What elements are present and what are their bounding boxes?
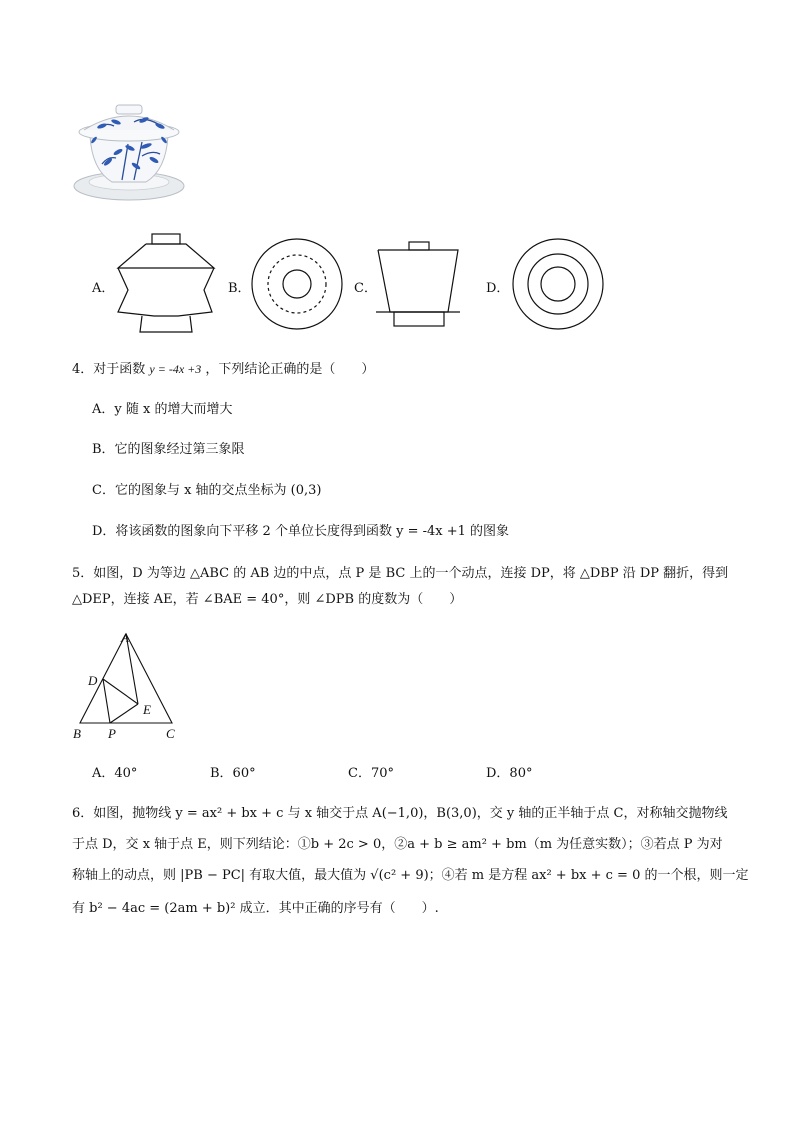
q5-stem-line1: 5．如图，D 为等边 △ABC 的 AB 边的中点，点 P 是 BC 上的一个动点，连接 DP，将 △DBP 沿 DP 翻折，得到	[72, 566, 729, 581]
q6-stem-line3: 称轴上的动点，则 |PB − PC| 有取大值，最大值为 √(c² + 9)；④若 m 是方程 ax² + bx + c = 0 的一个根，则一定	[72, 868, 749, 883]
q4-stem-suffix: ，下列结论正确的是（ ）	[205, 362, 375, 377]
q5-option-a: A．40°	[92, 766, 138, 781]
q3-option-a-figure	[112, 232, 222, 337]
q3-option-c-label: C．	[354, 281, 377, 296]
q3-option-a-label: A．	[92, 281, 115, 296]
q4-option-c: C．它的图象与 x 轴的交点坐标为 (0,3)	[92, 483, 322, 498]
q5-stem-line2: △DEP，连接 AE，若 ∠BAE = 40°，则 ∠DPB 的度数为（ ）	[72, 592, 463, 607]
q4-option-b: B．它的图象经过第三象限	[92, 442, 245, 457]
q3-option-b-label: B．	[228, 281, 251, 296]
q4-stem-prefix: 4．对于函数	[72, 362, 146, 377]
q6-stem-line2: 于点 D，交 x 轴于点 E，则下列结论：①b + 2c > 0，②a + b ≥ am² + bm（m 为任意实数）；③若点 P 为对	[72, 837, 723, 852]
q5-label-c: C	[166, 726, 175, 741]
q5-option-d: D．80°	[486, 766, 533, 781]
q5-label-p: P	[108, 726, 116, 741]
q5-option-c: C．70°	[348, 766, 394, 781]
q5-label-a: A	[121, 630, 129, 645]
q4-stem	[72, 360, 374, 379]
q3-option-b-figure	[247, 234, 347, 334]
q4-function: y = -4x +3	[149, 362, 202, 376]
q5-label-e: E	[143, 702, 151, 717]
q5-label-d: D	[88, 673, 98, 688]
teacup-image	[72, 100, 192, 210]
q3-option-d-label: D．	[486, 281, 510, 296]
q5-option-b: B．60°	[210, 766, 256, 781]
q6-stem-line1: 6．如图，抛物线 y = ax² + bx + c 与 x 轴交于点 A(−1,0)，B(3,0)，交 y 轴的正半轴于点 C，对称轴交抛物线	[72, 806, 728, 821]
q5-label-b: B	[73, 726, 81, 741]
q4-option-a: A．y 随 x 的增大而增大	[92, 402, 233, 417]
q3-option-c-figure	[372, 240, 472, 330]
q3-option-d-figure	[508, 234, 608, 334]
q4-option-d: D．将该函数的图象向下平移 2 个单位长度得到函数 y = -4x +1 的图象	[92, 524, 510, 539]
q6-stem-line4: 有 b² − 4ac = (2am + b)² 成立．其中正确的序号有（ ）.	[72, 901, 439, 916]
